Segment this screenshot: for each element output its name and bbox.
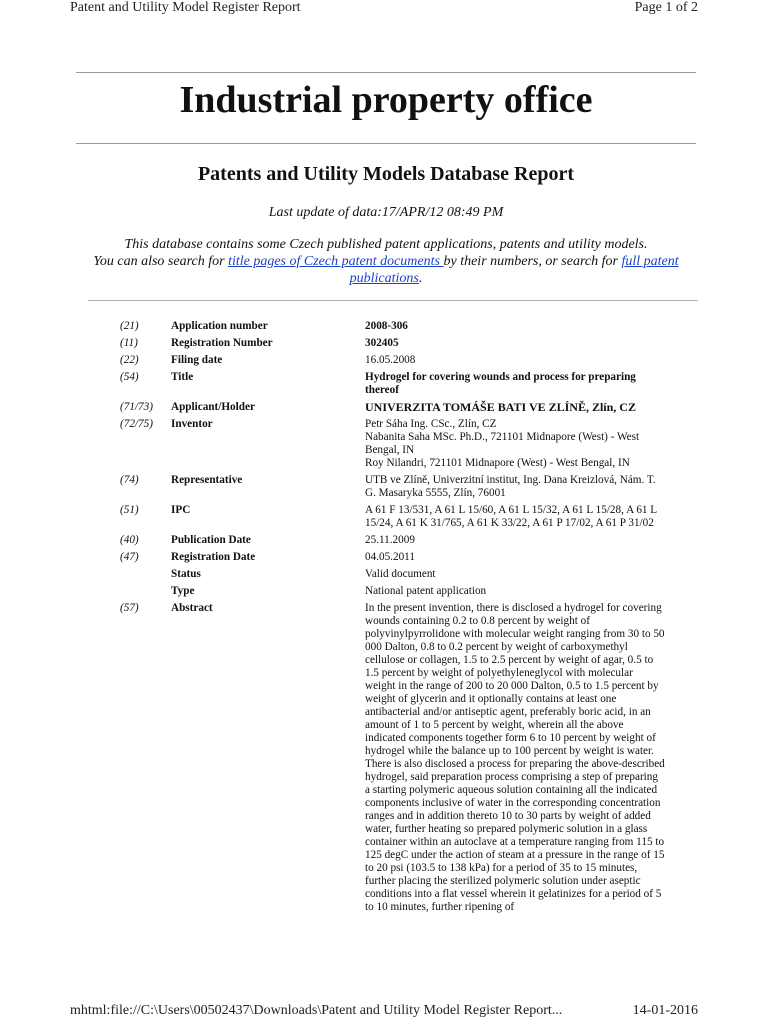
record-registration-number xyxy=(0,337,768,350)
record-registration-date xyxy=(0,551,768,564)
record-value: A 61 F 13/531, A 61 L 15/60, A 61 L 15/32, A 61 L 15/28, A 61 L 15/24, A 61 K 31/765, A 61 K 33/22, A 61 P 17/02, A 61 P 31/02 xyxy=(365,504,657,529)
record-value: National patent application xyxy=(365,585,487,597)
intro-prefix: You can also search for xyxy=(93,254,229,269)
divider xyxy=(88,300,698,301)
record-label: Registration Number xyxy=(171,337,273,349)
record-code: (22) xyxy=(120,354,139,366)
record-label: IPC xyxy=(171,504,191,516)
record-code: (21) xyxy=(120,320,139,332)
office-title-box xyxy=(76,72,696,144)
record-value: UNIVERZITA TOMÁŠE BATI VE ZLÍNĚ, Zlín, CZ xyxy=(365,400,636,414)
record-label: Representative xyxy=(171,474,243,486)
record-code: (74) xyxy=(120,474,139,486)
intro-text xyxy=(76,236,696,287)
record-inventor xyxy=(0,418,768,470)
intro-middle: by their numbers, or search for xyxy=(443,254,622,269)
record-label: Publication Date xyxy=(171,534,251,546)
record-title xyxy=(0,371,768,397)
record-code: (72/75) xyxy=(120,418,153,430)
print-header-title: Patent and Utility Model Register Report xyxy=(70,0,301,15)
record-code: (51) xyxy=(120,504,139,516)
intro-suffix: . xyxy=(418,271,423,286)
print-header xyxy=(0,0,768,20)
record-application-number xyxy=(0,320,768,333)
record-ipc xyxy=(0,504,768,530)
record-label: Abstract xyxy=(171,602,213,614)
record-status xyxy=(0,568,768,581)
record-value: 25.11.2009 xyxy=(365,534,415,546)
record-label: Registration Date xyxy=(171,551,256,563)
print-header-page: Page 1 of 2 xyxy=(634,0,698,15)
print-footer xyxy=(0,1003,768,1023)
title-pages-link[interactable]: title pages of Czech patent documents xyxy=(228,254,444,269)
record-applicant-holder xyxy=(0,401,768,414)
inventor-line: Roy Nilandri, 721101 Midnapore (West) - West Bengal, IN xyxy=(365,457,630,469)
record-value: 16.05.2008 xyxy=(365,354,416,366)
record-code: (40) xyxy=(120,534,139,546)
office-title: Industrial property office xyxy=(179,79,593,121)
print-footer-date: 14-01-2016 xyxy=(632,1003,698,1018)
record-publication-date xyxy=(0,534,768,547)
record-filing-date xyxy=(0,354,768,367)
record-label: Inventor xyxy=(171,418,213,430)
representative-line: UTB ve Zlíně, Univerzitní institut, Ing. Dana Kreizlová, Nám. T. G. Masaryka 5555, Zlín, 76001 xyxy=(365,474,656,499)
full-publications-link[interactable]: full patent publications xyxy=(349,254,679,286)
record-label: Type xyxy=(171,585,195,597)
record-code: (71/73) xyxy=(120,401,153,413)
last-update: Last update of data:17/APR/12 08:49 PM xyxy=(268,205,504,220)
record-code: (11) xyxy=(120,337,138,349)
record-value xyxy=(365,418,665,470)
inventor-line: Petr Sáha Ing. CSc., Zlín, CZ xyxy=(365,418,497,430)
record-representative xyxy=(0,474,768,500)
record-value: 2008-306 xyxy=(365,320,408,332)
record-label: Status xyxy=(171,568,201,580)
abstract-text: In the present invention, there is disclosed a hydrogel for covering wounds containing 0.2 to 0.8 percent by weight of polyvinylpyrrolidone with molecular weight ranging from 30 to 50 000 Dalton, 0.8 to 0.2 percent by weight of carboxymethyl cellulose or collagen, 1.5 to 2.5 percent by weight of agar, 0.5 to 1.5 percent by weight of polyethyleneglycol with molecular weight in the range of 200 to 20 000 Dalton, 0.5 to 1.5 percent by weight of glycerin and it optionally contains at least one antibacterial and/or antiseptic agent, preferably boric acid, in an amount of 1 to 5 percent by weight, wherein all the above indicated components together form 6 to 10 percent by weight of hydrogel while the balance up to 100 percent by weight is water. There is also disclosed a process for preparing the above-described hydrogel, said preparation process comprising a step of preparing a starting polymeric aqueous solution containing all the indicated components inclusive of water in the corresponding concentration ranges and in addition thereto 10 to 30 parts by weight of added water, further heating so prepared polymeric solution in a glass container within an autoclave at a temperature ranging from 115 to 125 degC under the action of steam at a pressure in the range of 15 to 20 psi (103.5 to 138 kPa) for a period of 35 to 15 minutes, further placing the sterilized polymeric solution under aseptic conditions into a flat vessel wherein it gelatinizes for a period of 5 to 10 minutes, further ripening of xyxy=(365,602,665,913)
record-code: (47) xyxy=(120,551,139,563)
inventor-line: Nabanita Saha MSc. Ph.D., 721101 Midnapore (West) - West Bengal, IN xyxy=(365,431,640,456)
record-label: Title xyxy=(171,371,194,383)
record-code: (54) xyxy=(120,371,139,383)
record-value: 04.05.2011 xyxy=(365,551,415,563)
record-type xyxy=(0,585,768,598)
record-label: Filing date xyxy=(171,354,223,366)
record-value: Valid document xyxy=(365,568,436,580)
print-footer-path: mhtml:file://C:\Users\00502437\Downloads\Patent and Utility Model Register Report... xyxy=(70,1003,563,1018)
record-label: Application number xyxy=(171,320,268,332)
record-abstract xyxy=(0,602,768,914)
record-value: Hydrogel for covering wounds and process for preparing thereof xyxy=(365,371,636,396)
database-title: Patents and Utility Models Database Report xyxy=(197,163,575,185)
record-code: (57) xyxy=(120,602,139,614)
record-value: 302405 xyxy=(365,337,399,349)
record-label: Applicant/Holder xyxy=(171,401,255,413)
records-table xyxy=(0,320,768,918)
intro-line-1: This database contains some Czech published patent applications, patents and utility models. xyxy=(124,237,648,252)
record-value xyxy=(365,474,665,500)
